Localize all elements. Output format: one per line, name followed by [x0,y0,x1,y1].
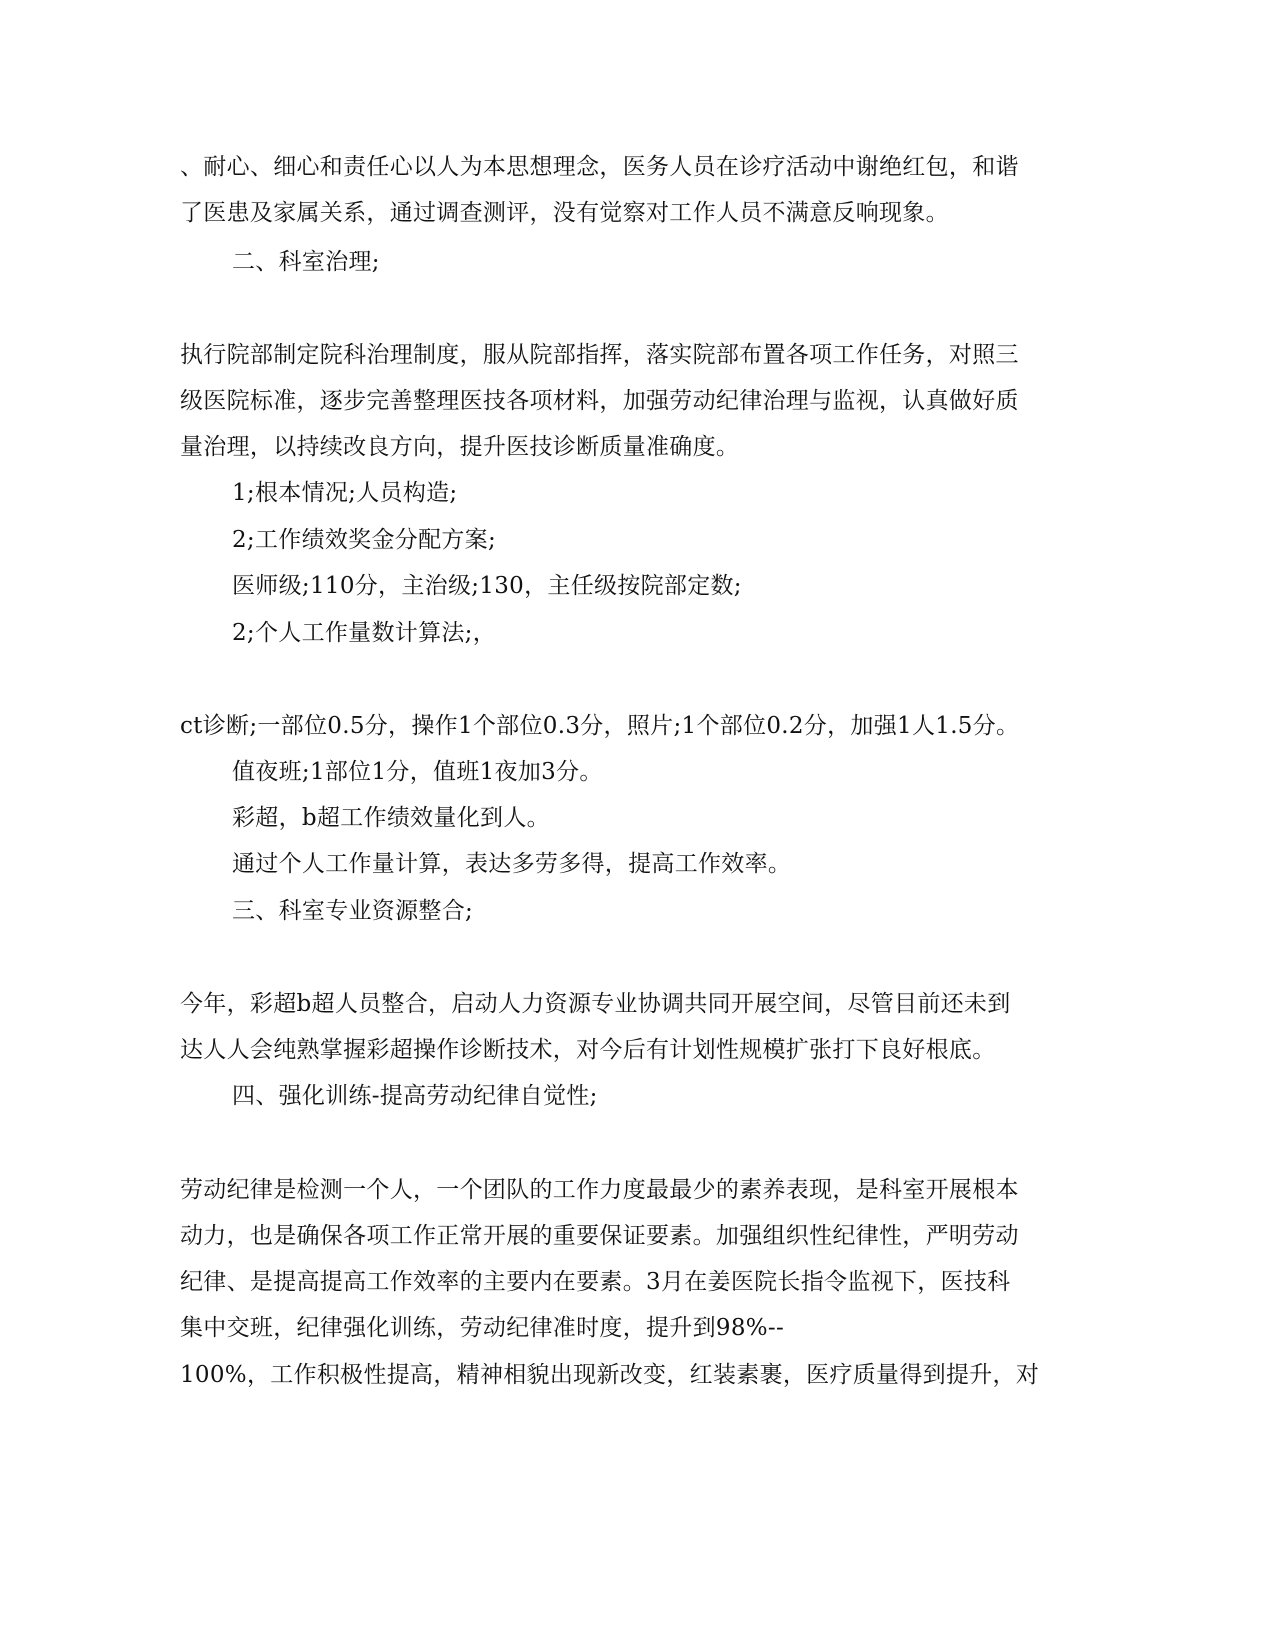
paragraph-line: 执行院部制定院科治理制度，服从院部指挥，落实院部布置各项工作任务，对照三 [180,342,1019,368]
paragraph-line: 级医院标准，逐步完善整理医技各项材料，加强劳动纪律治理与监视，认真做好质 [180,388,1019,414]
paragraph-line: 、耐心、细心和责任心以人为本思想理念，医务人员在诊疗活动中谢绝红包，和谐 [180,154,1019,180]
section-heading: 三、科室专业资源整合; [232,898,474,924]
list-item: 1;根本情况;人员构造; [232,480,458,506]
paragraph-line: 今年，彩超b超人员整合，启动人力资源专业协调共同开展空间，尽管目前还未到 [180,991,1011,1017]
paragraph-line: 了医患及家属关系，通过调查测评，没有觉察对工作人员不满意反响现象。 [180,200,949,226]
list-item: 医师级;110分，主治级;130，主任级按院部定数; [232,573,742,599]
paragraph-line: 劳动纪律是检测一个人，一个团队的工作力度最最少的素养表现，是科室开展根本 [180,1177,1019,1203]
section-heading: 二、科室治理; [232,249,380,275]
section-heading: 四、强化训练-提高劳动纪律自觉性; [232,1083,598,1109]
paragraph-line: 达人人会纯熟掌握彩超操作诊断技术，对今后有计划性规模扩张打下良好根底。 [180,1037,996,1063]
list-item: 值夜班;1部位1分，值班1夜加3分。 [232,759,603,785]
list-item: 2;个人工作量数计算法;， [232,620,497,646]
list-item: 通过个人工作量计算，表达多劳多得，提高工作效率。 [232,851,792,877]
list-item: 2;工作绩效奖金分配方案; [232,527,497,553]
paragraph-line: 纪律、是提高提高工作效率的主要内在要素。3月在姜医院长指令监视下，医技科 [180,1269,1011,1295]
paragraph-line: 100%，工作积极性提高，精神相貌出现新改变，红装素裹，医疗质量得到提升，对 [180,1362,1040,1388]
paragraph-line: 动力，也是确保各项工作正常开展的重要保证要素。加强组织性纪律性，严明劳动 [180,1223,1019,1249]
list-item: 彩超，b超工作绩效量化到人。 [232,805,550,831]
paragraph-line: ct诊断;一部位0.5分，操作1个部位0.3分，照片;1个部位0.2分，加强1人1.5分。 [180,713,1020,739]
paragraph-line: 集中交班，纪律强化训练，劳动纪律准时度，提升到98%-- [180,1315,785,1341]
paragraph-line: 量治理，以持续改良方向，提升医技诊断质量准确度。 [180,434,740,460]
